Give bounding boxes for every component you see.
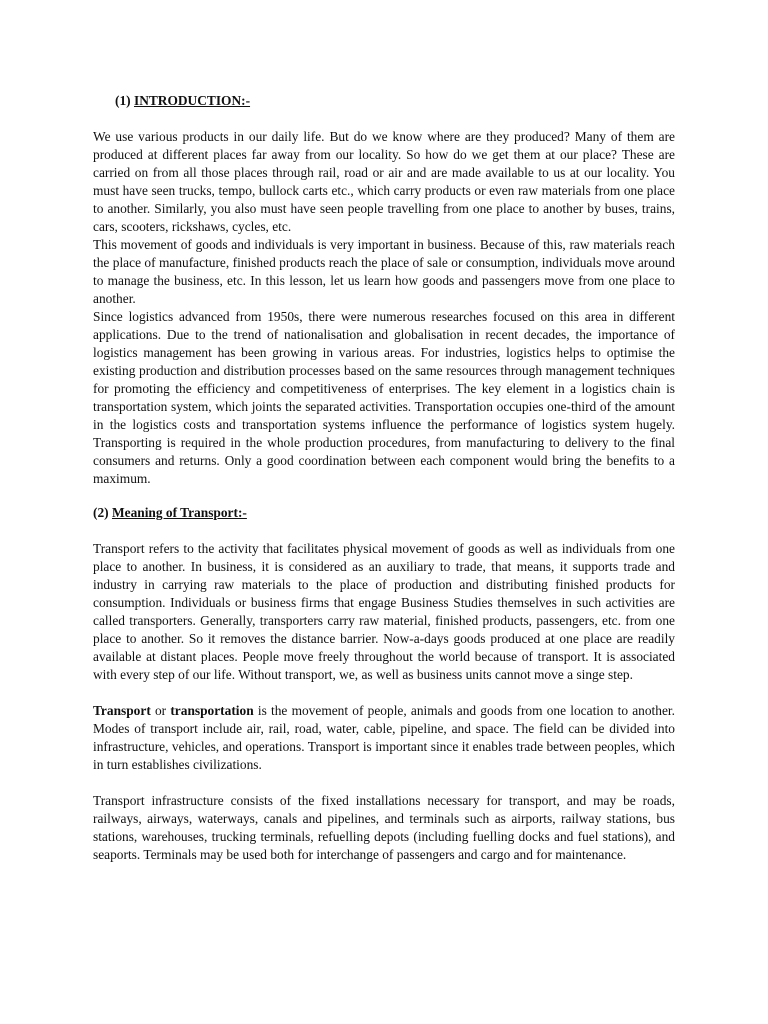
- transport-definition-paragraph: [93, 702, 675, 774]
- term-transportation: transportation: [170, 703, 254, 718]
- intro-paragraph-3: Since logistics advanced from 1950s, there were numerous researches focused on this area in different applications. Due to the trend of nationalisation and globalisation in recent decades, the importance of logistics management has been growing in various areas. For industries, logistics helps to optimise the existing production and distribution processes based on the same resources through management techniques for promoting the efficiency and competitiveness of enterprises. The key element in a logistics chain is transportation system, which joints the separated activities. Transportation occupies one-third of the amount in the logistics costs and transportation systems influence the performance of logistics system hugely. Transporting is required in the whole production procedures, from manufacturing to delivery to the final consumers and returns. Only a good coordination between each component would bring the benefits to a maximum.: [93, 309, 675, 486]
- spacer: [93, 488, 675, 504]
- spacer: [93, 774, 675, 792]
- section-1-number: (1): [115, 93, 131, 108]
- intro-paragraph-2: This movement of goods and individuals is very important in business. Because of this, raw materials reach the place of manufacture, finished products reach the place of sale or consumption, individuals move around to manage the business, etc. In this lesson, let us learn how goods and passengers move from one place to another.: [93, 237, 675, 306]
- section-2-title: Meaning of Transport:-: [111, 505, 247, 520]
- section-1-title: INTRODUCTION:-: [133, 93, 251, 108]
- document-body: [93, 92, 675, 864]
- infrastructure-paragraph: Transport infrastructure consists of the fixed installations necessary for transport, and may be roads, railways, airways, waterways, canals and pipelines, and terminals such as airports, railway stations, bus stations, warehouses, trucking terminals, refuelling depots (including fuelling docks and fuel stations), and seaports. Terminals may be used both for interchange of passengers and cargo and for maintenance.: [93, 793, 675, 862]
- section-2-number: (2): [93, 505, 109, 520]
- section-2-heading: [93, 504, 675, 522]
- intro-paragraph-1: We use various products in our daily life. But do we know where are they produced? Many of them are produced at different places far away from our locality. So how do we get them at our place? These are carried on from all those places through rail, road or air and are made available to us at our locality. You must have seen trucks, tempo, bullock carts etc., which carry products or even raw materials from one place to another. Similarly, you also must have seen people travelling from one place to another by buses, trains, cars, scooters, rickshaws, cycles, etc.: [93, 129, 675, 234]
- term-connector: or: [150, 703, 171, 718]
- spacer: [93, 522, 675, 540]
- term-transport: Transport: [93, 703, 151, 718]
- section-1-heading: [93, 92, 675, 110]
- spacer: [93, 110, 675, 128]
- spacer: [93, 684, 675, 702]
- definition-text: is the movement of people, animals and goods from one location to another. Modes of transport include air, rail, road, water, cable, pipeline, and space. The field can be divided into infrastructure, vehicles, and operations. Transport is important since it enables trade between peoples, which in turn establishes civilizations.: [93, 703, 675, 772]
- transport-meaning-paragraph: Transport refers to the activity that facilitates physical movement of goods as well as individuals from one place to another. In business, it is considered as an auxiliary to trade, that means, it supports trade and industry in carrying raw materials to the place of production and distributing finished products for consumption. Individuals or business firms that engage Business Studies themselves in such activities are called transporters. Generally, transporters carry raw material, finished products, passengers, etc. from one place to another. So it removes the distance barrier. Now-a-days goods produced at one place are readily available at distant places. People move freely throughout the world because of transport. It is associated with every step of our life. Without transport, we, as well as business units cannot move a singe step.: [93, 541, 675, 682]
